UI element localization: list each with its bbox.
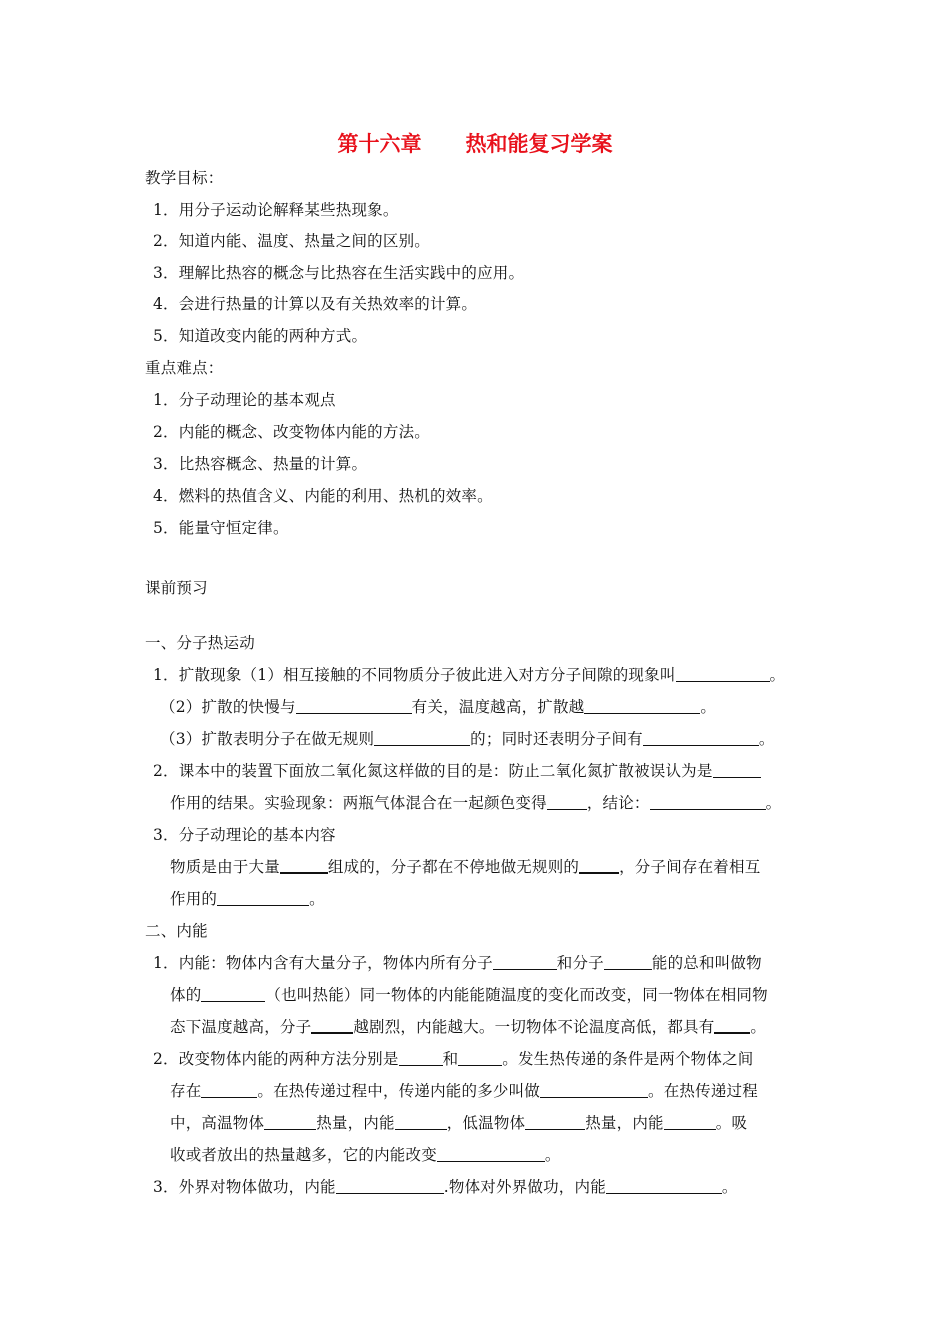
answer-blank[interactable] xyxy=(264,1114,316,1130)
question-3: 3．分子动理论的基本内容 xyxy=(153,826,336,844)
key-point-item: 3．比热容概念、热量的计算。 xyxy=(153,455,368,473)
question-1b: （2）扩散的快慢与 有关，温度越高，扩散越 。 xyxy=(160,698,717,716)
answer-blank[interactable] xyxy=(604,954,652,970)
key-point-item: 4．燃料的热值含义、内能的利用、热机的效率。 xyxy=(153,487,493,505)
paragraph-2b: 存在 。在热传递过程中，传递内能的多少叫做 。在热传递过程 xyxy=(170,1082,758,1100)
answer-blank[interactable] xyxy=(584,698,700,714)
question-1c: （3）扩散表明分子在做无规则 的；同时还表明分子间有 。 xyxy=(160,730,775,748)
answer-blank[interactable] xyxy=(643,730,759,746)
paragraph-2c: 中，高温物体 热量，内能 ，低温物体 热量，内能 。吸 xyxy=(170,1114,748,1132)
question-2b: 作用的结果。实验现象：两瓶气体混合在一起颜色变得 ，结论： 。 xyxy=(170,794,782,812)
paragraph-2a: 2．改变物体内能的两种方法分别是 和 。发生热传递的条件是两个物体之间 xyxy=(153,1050,754,1068)
question-2a: 2．课本中的装置下面放二氧化氮这样做的目的是：防止二氧化氮扩散被误认为是 xyxy=(153,761,761,781)
answer-blank[interactable] xyxy=(664,1114,716,1130)
answer-blank[interactable] xyxy=(280,857,328,874)
answer-blank[interactable] xyxy=(437,1146,545,1162)
answer-blank[interactable] xyxy=(525,1114,585,1130)
question-3b: 作用的 。 xyxy=(170,890,325,908)
question-1a: 1．扩散现象（1）相互接触的不同物质分子彼此进入对方分子间隙的现象叫 。 xyxy=(153,666,786,684)
key-point-item: 1．分子动理论的基本观点 xyxy=(153,391,336,409)
answer-blank[interactable] xyxy=(713,762,761,778)
answer-blank[interactable] xyxy=(201,1082,257,1098)
answer-blank[interactable] xyxy=(714,1017,750,1034)
answer-blank[interactable] xyxy=(579,857,619,874)
answer-blank[interactable] xyxy=(201,986,265,1002)
objectives-heading: 教学目标： xyxy=(145,169,224,187)
paragraph-1b: 体的 （也叫热能）同一物体的内能能随温度的变化而改变，同一物体在相同物 xyxy=(170,986,768,1004)
paragraph-2d: 收或者放出的热量越多，它的内能改变 。 xyxy=(170,1146,561,1164)
paragraph-1a: 1．内能：物体内含有大量分子，物体内所有分子 和分子 能的总和叫做物 xyxy=(153,954,762,972)
answer-blank[interactable] xyxy=(650,794,766,810)
objective-item: 3．理解比热容的概念与比热容在生活实践中的应用。 xyxy=(153,264,525,282)
objective-item: 5．知道改变内能的两种方式。 xyxy=(153,327,368,345)
answer-blank[interactable] xyxy=(606,1178,722,1194)
answer-blank[interactable] xyxy=(296,698,412,714)
key-point-item: 2．内能的概念、改变物体内能的方法。 xyxy=(153,423,430,441)
answer-blank[interactable] xyxy=(493,954,557,970)
question-3a: 物质是由于大量 组成的，分子都在不停地做无规则的 ，分子间存在着相互 xyxy=(170,858,761,876)
answer-blank[interactable] xyxy=(374,730,470,746)
answer-blank[interactable] xyxy=(336,1178,444,1194)
answer-blank[interactable] xyxy=(458,1050,502,1066)
paragraph-3: 3．外界对物体做功，内能 .物体对外界做功，内能 。 xyxy=(153,1178,738,1196)
answer-blank[interactable] xyxy=(311,1017,353,1034)
chapter-label: 第十六章 xyxy=(337,132,422,156)
objective-item: 2．知道内能、温度、热量之间的区别。 xyxy=(153,232,430,250)
answer-blank[interactable] xyxy=(676,666,770,682)
answer-blank[interactable] xyxy=(540,1082,648,1098)
page-title xyxy=(0,128,950,158)
section1-heading: 一、分子热运动 xyxy=(145,634,255,652)
title-text: 热和能复习学案 xyxy=(465,132,613,156)
paragraph-1c: 态下温度越高，分子 越剧烈，内能越大。一切物体不论温度高低，都具有 。 xyxy=(170,1018,767,1036)
key-point-item: 5．能量守恒定律。 xyxy=(153,519,289,537)
key-points-heading: 重点难点： xyxy=(145,359,224,377)
objective-item: 4．会进行热量的计算以及有关热效率的计算。 xyxy=(153,295,478,313)
preview-heading: 课前预习 xyxy=(145,579,208,597)
answer-blank[interactable] xyxy=(399,1050,443,1066)
section2-heading: 二、内能 xyxy=(145,922,208,940)
answer-blank[interactable] xyxy=(395,1114,447,1130)
answer-blank[interactable] xyxy=(217,890,309,906)
objective-item: 1．用分子运动论解释某些热现象。 xyxy=(153,201,399,219)
answer-blank[interactable] xyxy=(547,794,587,810)
